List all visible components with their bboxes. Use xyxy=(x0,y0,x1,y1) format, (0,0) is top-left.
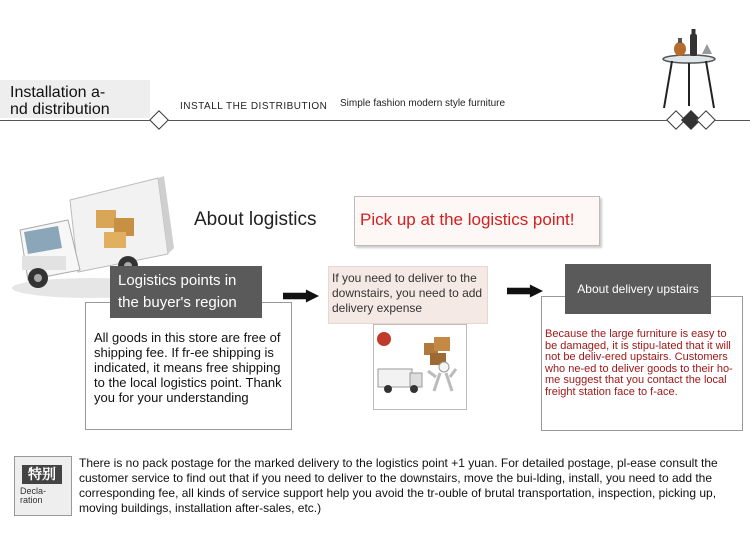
header-title-line1: Installation a- xyxy=(10,84,106,101)
arrow-right-icon xyxy=(507,284,543,298)
logistics-points-label-line2: the buyer's region xyxy=(118,294,237,311)
install-distribution-label: INSTALL THE DISTRIBUTION xyxy=(180,101,328,112)
declaration-en-line1: Decla- xyxy=(20,486,47,496)
logistics-points-label xyxy=(110,266,262,318)
declaration-en-label xyxy=(20,487,46,505)
delivery-image xyxy=(373,324,467,410)
free-shipping-text: All goods in this store are free of shipping fee. If fr-ee shipping is indicated, it means free shipping to the local logistics point. Thank you for your understanding xyxy=(94,330,282,405)
tagline: Simple fashion modern style furniture xyxy=(340,98,506,109)
declaration-text: There is no pack postage for the marked delivery to the logistics point +1 yuan. For detailed postage, pl-ease consult the customer service to find out that if you need to deliver to the downstairs, move the bui-lding, install, you need to add the corresponding fee, all kinds of service support help you avoid the tr-ouble of brutal transportation, inspection, picking up, moving buildings, installation after-sales, etc.) xyxy=(79,456,718,515)
side-table-icon xyxy=(660,28,718,112)
delivery-man-icon xyxy=(374,325,466,409)
pickup-text: Pick up at the logistics point! xyxy=(360,210,575,229)
delivery-upstairs-label: About delivery upstairs xyxy=(565,264,711,314)
header-title xyxy=(10,84,150,118)
logistics-points-label-line1: Logistics points in xyxy=(118,272,237,289)
header-title-line2: nd distribution xyxy=(10,101,110,118)
diamond-icon xyxy=(696,110,716,130)
upstairs-text: Because the large furniture is easy to be damaged, it is stipu-lated that it will not be deliv-ered upstairs. Customers who ne-ed to deliver goods to their ho-me suggest that you contact the local freight station face to f-ace. xyxy=(545,328,733,398)
about-logistics-title: About logistics xyxy=(194,209,317,230)
diamond-icon xyxy=(149,110,169,130)
delivery-expense-text: If you need to deliver to the downstairs, you need to add delivery expense xyxy=(332,271,483,315)
declaration-en-line2: ration xyxy=(20,495,43,505)
arrow-right-icon xyxy=(283,289,319,303)
header-divider xyxy=(0,120,750,121)
declaration-cn-label: 特别 xyxy=(22,465,62,484)
